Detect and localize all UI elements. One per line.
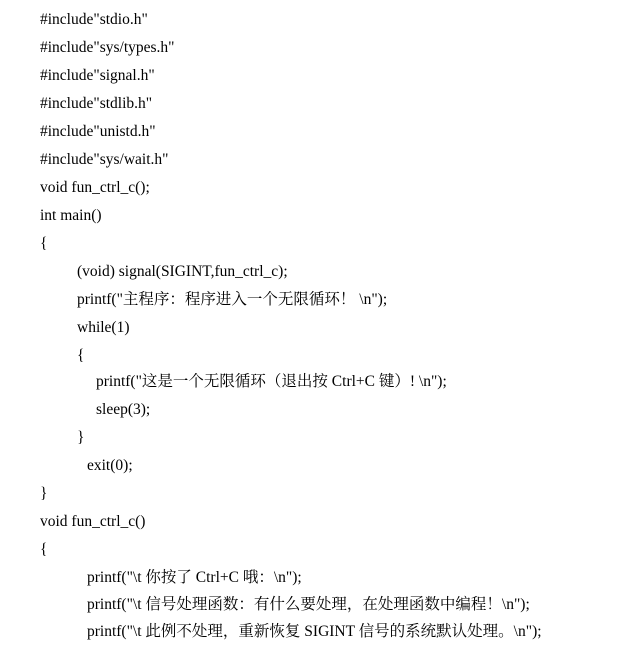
- code-line: {: [77, 347, 85, 364]
- code-line: int main(): [40, 207, 102, 224]
- code-line: #include"stdlib.h": [40, 95, 153, 112]
- code-line: (void) signal(SIGINT,fun_ctrl_c);: [77, 263, 288, 280]
- code-line: }: [40, 485, 48, 502]
- code-line: void fun_ctrl_c(): [40, 513, 146, 530]
- code-line: #include"stdio.h": [40, 11, 148, 28]
- code-line: exit(0);: [87, 457, 133, 474]
- code-line: printf("主程序：程序进入一个无限循环！ \n");: [77, 291, 388, 308]
- code-line: while(1): [77, 319, 130, 336]
- code-line: sleep(3);: [96, 401, 151, 418]
- code-line: printf("\t 你按了 Ctrl+C 哦：\n");: [87, 569, 302, 586]
- code-line: }: [77, 429, 85, 446]
- code-line: printf("\t 信号处理函数：有什么要处理，在处理函数中编程！\n");: [87, 596, 530, 613]
- code-line: #include"signal.h": [40, 67, 155, 84]
- code-line: printf("\t 此例不处理，重新恢复 SIGINT 信号的系统默认处理。\n");: [87, 623, 542, 640]
- code-line: #include"sys/wait.h": [40, 151, 169, 168]
- code-line: printf("这是一个无限循环（退出按 Ctrl+C 键）! \n");: [96, 373, 447, 390]
- code-line: void fun_ctrl_c();: [40, 179, 150, 196]
- code-line: {: [40, 541, 48, 558]
- code-line: #include"unistd.h": [40, 123, 156, 140]
- code-line: #include"sys/types.h": [40, 39, 175, 56]
- code-line: {: [40, 235, 48, 252]
